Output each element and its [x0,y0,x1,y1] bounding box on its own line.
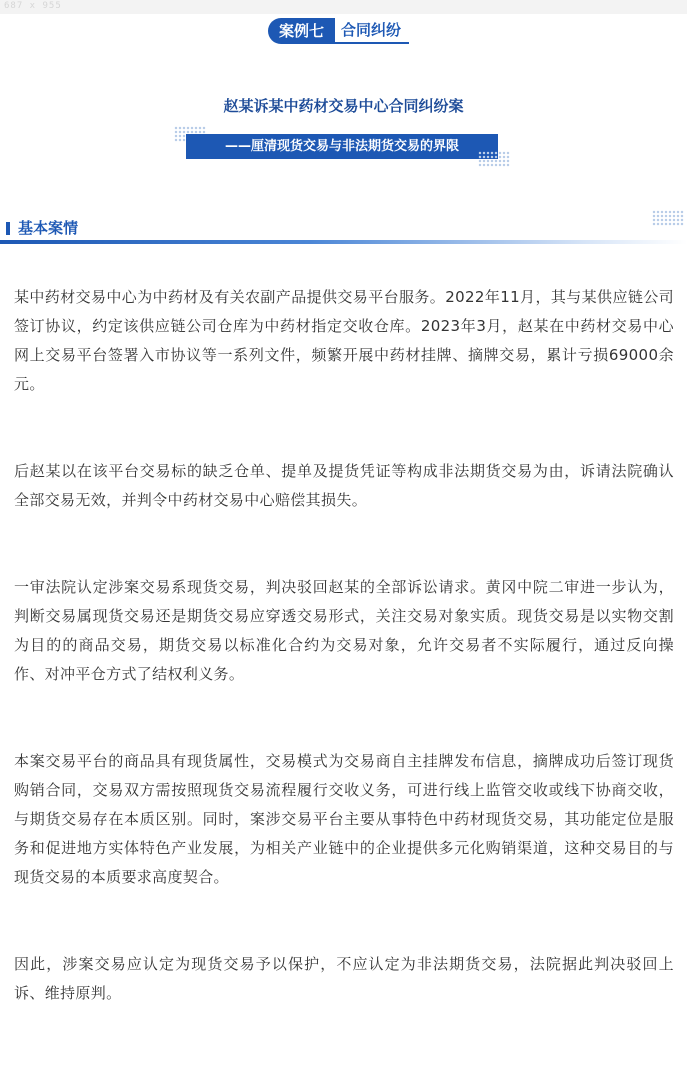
paragraph: 因此，涉案交易应认定为现货交易予以保护，不应认定为非法期货交易，法院据此判决驳回上诉、维持原判。 [14,955,674,1002]
case-number-label: 案例七 [268,18,334,44]
section-title: 基本案情 [18,219,79,237]
paragraph: 某中药材交易中心为中药材及有关农副产品提供交易平台服务。2022年11月，其与某供应链公司签订协议，约定该供应链公司仓库为中药材指定交收仓库。2023年3月，赵某在中药材交易中心网上交易平台签署入市协议等一系列文件，频繁开展中药材挂牌、摘牌交易，累计亏损69000余元。 [14,288,674,393]
case-title: 赵某诉某中药材交易中心合同纠纷案 [223,97,464,115]
section-underline [0,240,687,244]
top-strip [0,0,687,14]
section-marker-icon [6,222,10,235]
case-subtitle: ——厘清现货交易与非法期货交易的界限 [186,134,498,159]
dimension-label: 687 x 955 [4,1,62,11]
dot-pattern-decoration [478,151,510,167]
paragraph: 一审法院认定涉案交易系现货交易，判决驳回赵某的全部诉讼请求。黄冈中院二审进一步认为，判断交易属现货交易还是期货交易应穿透交易形式，关注交易对象实质。现货交易是以实物交割为目的的商品交易，期货交易以标准化合约为交易对象，允许交易者不实际履行，通过反向操作、对冲平仓方式了结权利义务。 [14,578,674,683]
dot-pattern-decoration [652,210,684,226]
paragraph: 后赵某以在该平台交易标的缺乏仓单、提单及提货凭证等构成非法期货交易为由，诉请法院确认全部交易无效，并判令中药材交易中心赔偿其损失。 [14,462,674,509]
paragraph: 本案交易平台的商品具有现货属性，交易模式为交易商自主挂牌发布信息，摘牌成功后签订现货购销合同，交易双方需按照现货交易流程履行交收义务，可进行线上监管交收或线下协商交收，与期货交易存在本质区别。同时，案涉交易平台主要从事特色中药材现货交易，其功能定位是服务和促进地方实体特色产业发展，为相关产业链中的企业提供多元化购销渠道，这种交易目的与现货交易的本质要求高度契合。 [14,752,674,886]
case-body [14,283,674,1066]
section-header [0,212,687,246]
case-badge [268,18,409,44]
case-type-label: 合同纠纷 [335,18,409,44]
